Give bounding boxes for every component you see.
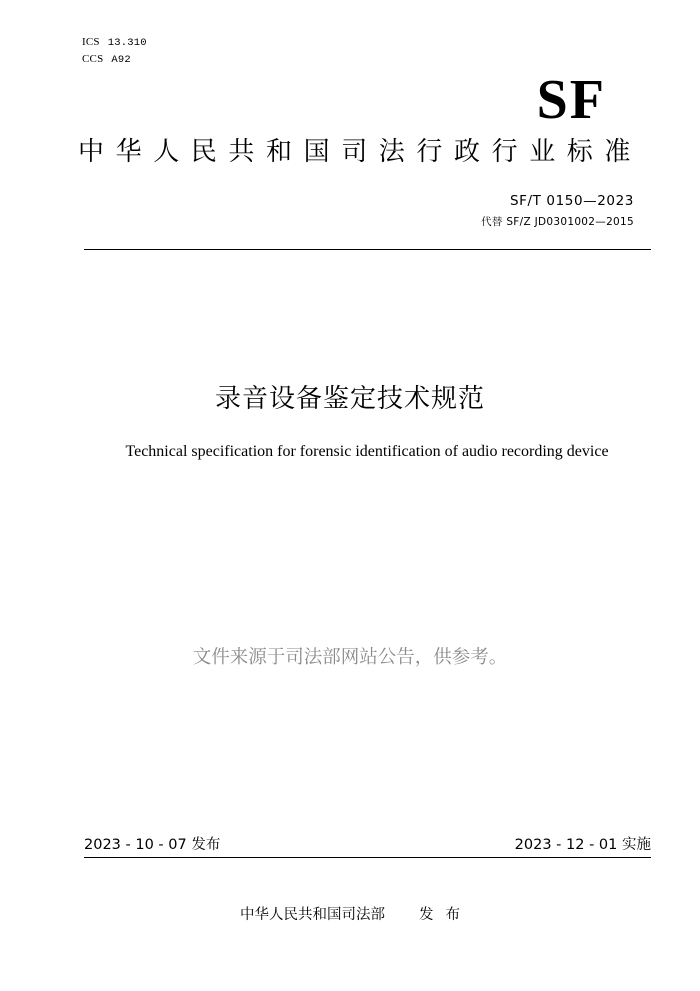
publisher-name: 中华人民共和国司法部: [240, 907, 385, 923]
implementation-date: 2023 - 12 - 01 实施: [514, 837, 651, 853]
document-title-english: Technical specification for forensic identification of audio recording device: [125, 443, 609, 460]
publish-action: 发布: [419, 907, 472, 923]
replaces-standard: 代替 SF/Z JD0301002—2015: [481, 216, 634, 228]
ics-classification: [82, 35, 147, 50]
standard-number: SF/T 0150—2023: [509, 193, 634, 209]
source-notice-watermark: 文件来源于司法部网站公告，供参考。: [192, 647, 508, 668]
sf-logo: SF: [536, 69, 606, 131]
ics-code: 13.310: [107, 37, 147, 49]
ccs-classification: [82, 52, 131, 67]
ccs-code: A92: [111, 54, 131, 66]
ccs-label: CCS: [82, 53, 104, 65]
publisher-line: [240, 905, 472, 925]
document-title: 录音设备鉴定技术规范: [214, 384, 485, 414]
footer-divider: [84, 857, 651, 858]
header-divider: [84, 249, 651, 250]
standard-category: 中华人民共和国司法行政行业标准: [78, 137, 643, 167]
release-date: 2023 - 10 - 07 发布: [84, 837, 221, 853]
ics-label: ICS: [82, 36, 100, 48]
